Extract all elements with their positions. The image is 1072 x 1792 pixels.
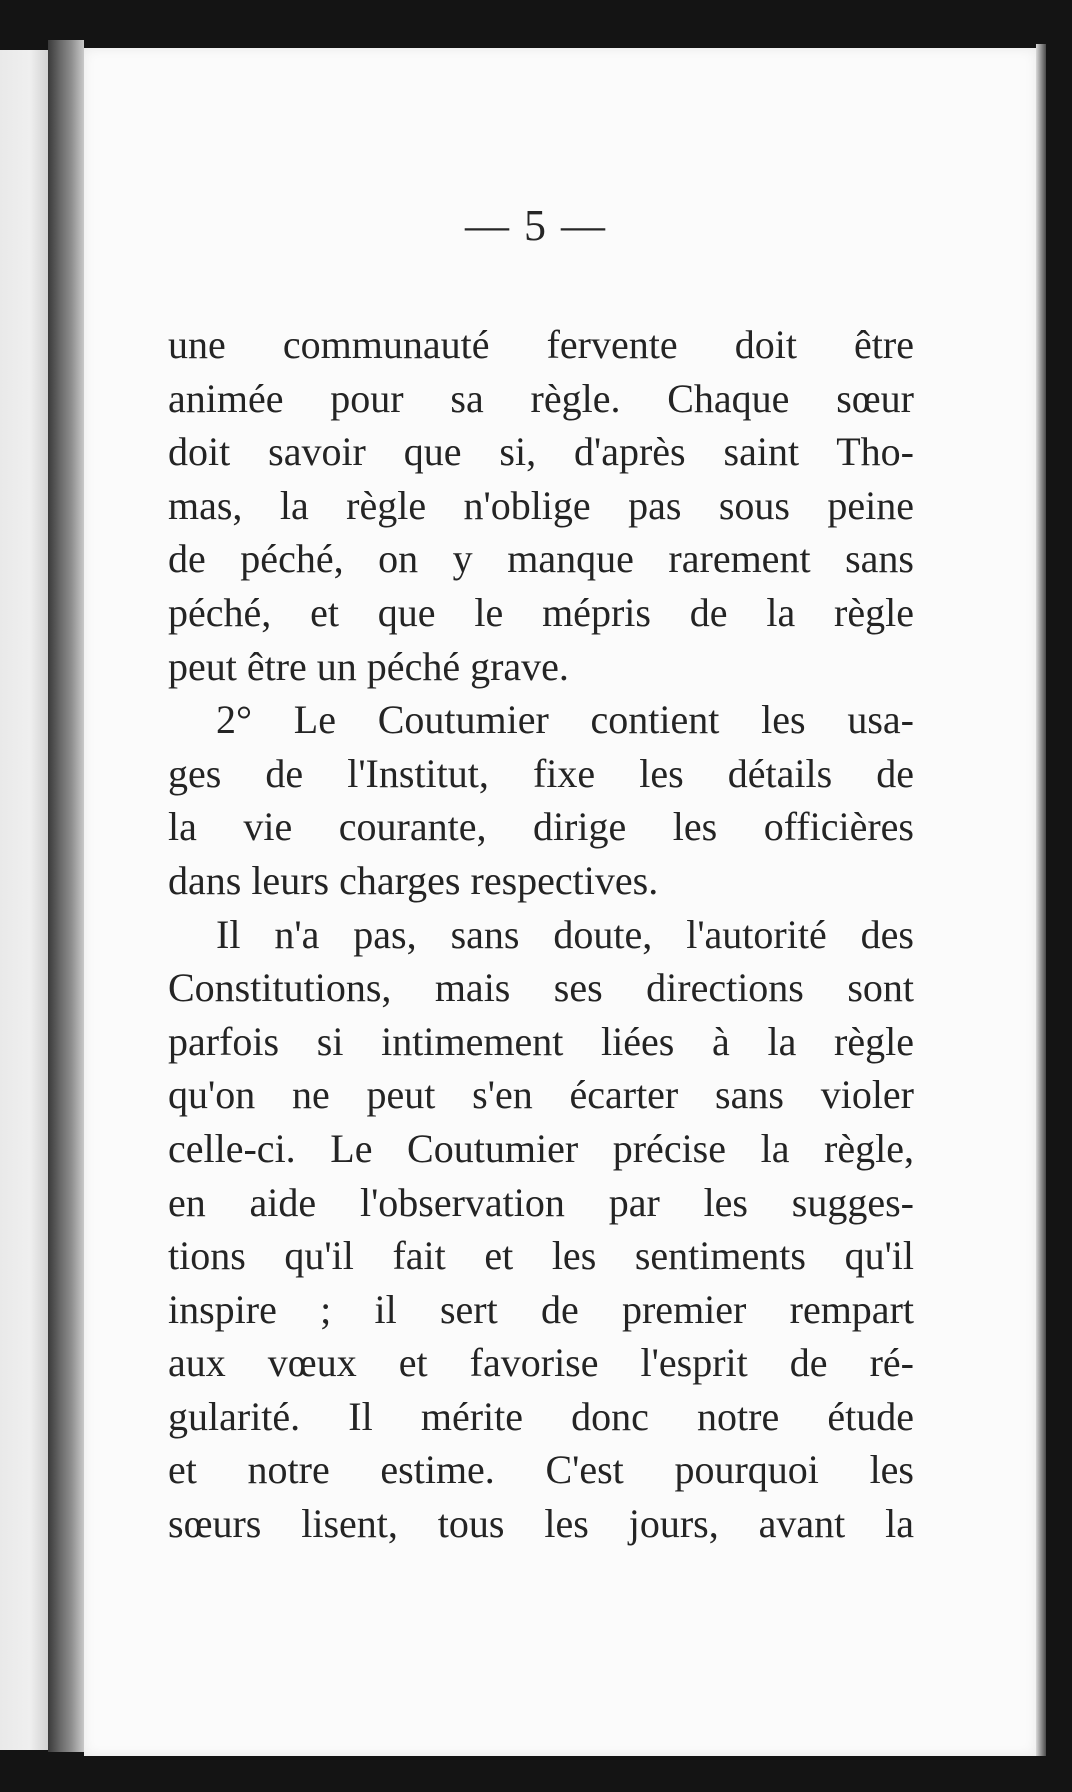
text-line: sœurs lisent, tous les jours, avant la	[168, 1501, 914, 1547]
text-line: ges de l'Institut, fixe les détails de	[168, 750, 914, 796]
book-gutter	[48, 40, 84, 1752]
page-text	[168, 318, 914, 1551]
text-line: mas, la règle n'oblige pas sous peine	[168, 482, 914, 528]
text-line: animée pour sa règle. Chaque sœur	[168, 375, 914, 421]
text-line: parfois si intimement liées à la règle	[168, 1018, 914, 1064]
text-line: Constitutions, mais ses directions sont	[168, 965, 914, 1011]
text-line: en aide l'observation par les sugges-	[168, 1179, 914, 1225]
text-line: celle-ci. Le Coutumier précise la règle,	[168, 1125, 914, 1171]
text-line: de péché, on y manque rarement sans	[168, 536, 914, 582]
text-line: et notre estime. C'est pourquoi les	[168, 1447, 914, 1493]
text-line: péché, et que le mépris de la règle	[168, 589, 914, 635]
text-line: doit savoir que si, d'après saint Tho-	[168, 429, 914, 475]
paragraph-3	[168, 908, 914, 1551]
text-line: peut être un péché grave.	[168, 643, 569, 689]
facing-page-edge	[0, 50, 50, 1750]
text-line: dans leurs charges respectives.	[168, 857, 659, 903]
text-line: Il n'a pas, sans doute, l'autorité des	[216, 911, 914, 957]
paragraph-2	[168, 693, 914, 907]
text-line: tions qu'il fait et les sentiments qu'il	[168, 1233, 914, 1279]
text-line: qu'on ne peut s'en écarter sans violer	[168, 1072, 914, 1118]
text-line: 2° Le Coutumier contient les usa-	[216, 697, 914, 743]
paragraph-1	[168, 318, 914, 693]
text-line: inspire ; il sert de premier rempart	[168, 1286, 914, 1332]
text-line: gularité. Il mérite donc notre étude	[168, 1393, 914, 1439]
page-right-edge	[1036, 44, 1046, 1756]
text-line: aux vœux et favorise l'esprit de ré-	[168, 1340, 914, 1386]
text-line: la vie courante, dirige les officières	[168, 804, 914, 850]
page-number: — 5 —	[465, 201, 607, 250]
text-line: une communauté fervente doit être	[168, 322, 914, 367]
